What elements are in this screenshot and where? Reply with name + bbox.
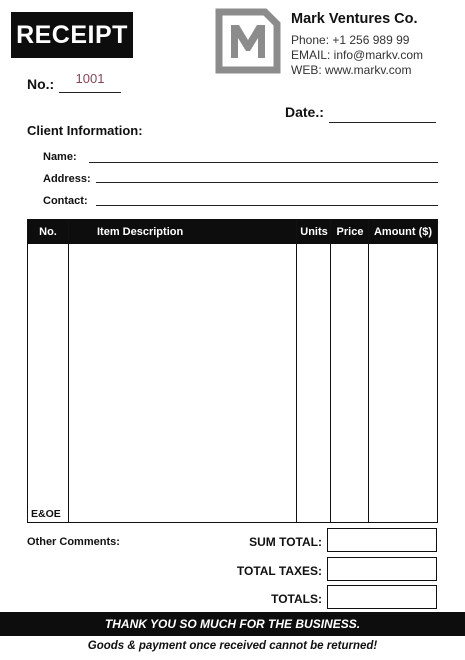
column-divider	[368, 220, 369, 522]
sum-total-label: SUM TOTAL:	[249, 535, 322, 549]
total-taxes-field[interactable]	[327, 557, 437, 581]
company-logo	[215, 8, 281, 74]
receipt-badge: RECEIPT	[11, 12, 133, 58]
total-taxes-label: TOTAL TAXES:	[236, 564, 322, 578]
company-phone: Phone: +1 256 989 99	[291, 33, 410, 47]
column-divider	[330, 220, 331, 522]
client-info-title: Client Information:	[27, 123, 143, 138]
company-web: WEB: www.markv.com	[291, 63, 412, 77]
column-divider	[68, 220, 69, 522]
date-field[interactable]	[329, 122, 436, 123]
column-no: No.	[39, 226, 57, 238]
other-comments-label: Other Comments:	[27, 536, 120, 548]
receipt-number-field[interactable]: 1001	[59, 70, 121, 93]
contact-label: Contact:	[43, 195, 88, 207]
thank-you-banner: THANK YOU SO MUCH FOR THE BUSINESS.	[0, 612, 465, 636]
receipt-number-label: No.:	[27, 76, 55, 92]
address-label: Address:	[43, 173, 91, 185]
company-info	[291, 11, 423, 78]
company-name: Mark Ventures Co.	[291, 11, 418, 27]
totals-field[interactable]	[327, 585, 437, 609]
date-label: Date.:	[285, 104, 324, 120]
eoe-note: E&OE	[31, 508, 61, 520]
return-policy-note: Goods & payment once received cannot be returned!	[87, 640, 378, 652]
column-units: Units	[300, 226, 328, 238]
column-divider	[296, 220, 297, 522]
address-field[interactable]	[96, 182, 438, 183]
items-table	[27, 219, 438, 523]
column-amount: Amount ($)	[373, 226, 433, 238]
column-price: Price	[336, 226, 364, 238]
contact-field[interactable]	[96, 205, 438, 206]
column-item-description: Item Description	[97, 226, 184, 238]
sum-total-field[interactable]	[327, 528, 437, 552]
name-field[interactable]	[89, 162, 438, 163]
items-table-header	[28, 220, 437, 244]
name-label: Name:	[43, 151, 77, 163]
totals-label: TOTALS:	[271, 592, 322, 606]
company-email: EMAIL: info@markv.com	[291, 48, 423, 62]
